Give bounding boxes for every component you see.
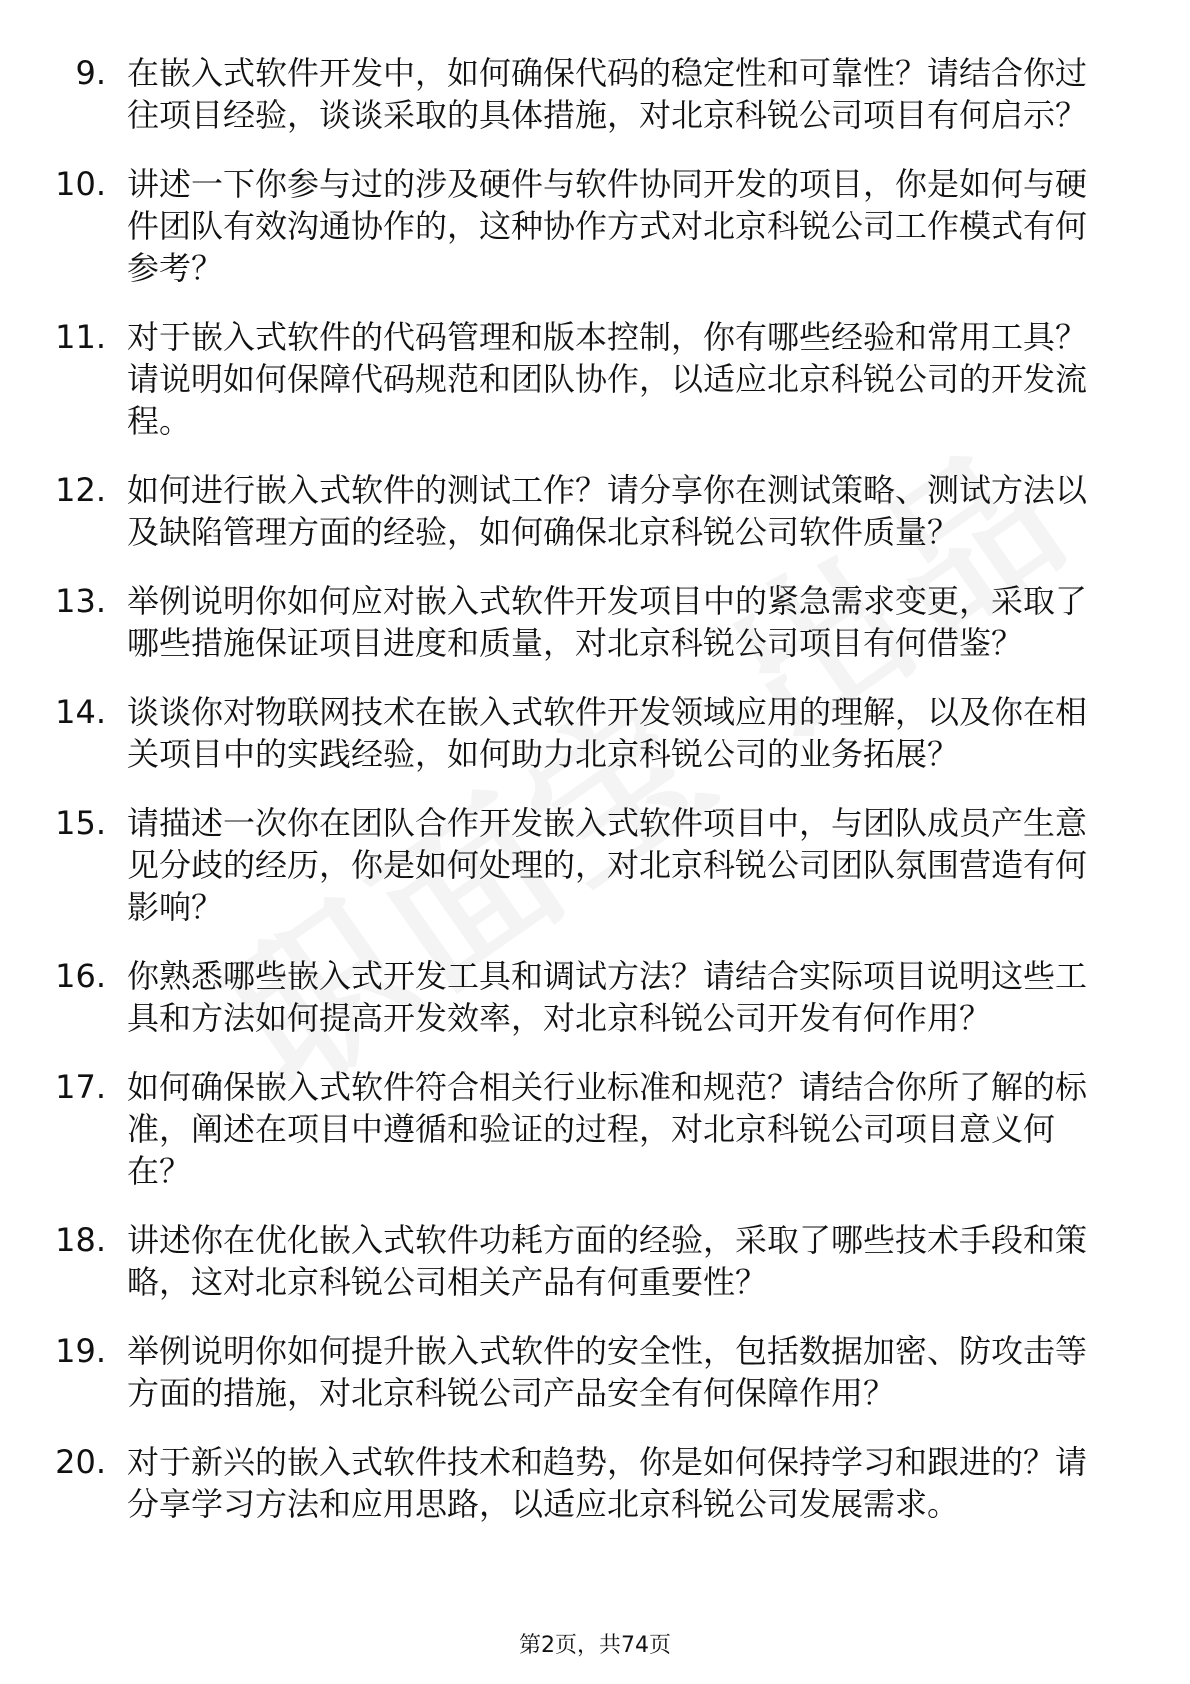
question-item bbox=[0, 316, 1190, 442]
question-text: 举例说明你如何应对嵌入式软件开发项目中的紧急需求变更，采取了哪些措施保证项目进度和质量，对北京科锐公司项目有何借鉴？ bbox=[127, 582, 1088, 662]
question-number: 16. bbox=[55, 957, 106, 995]
question-number: 14. bbox=[55, 693, 106, 731]
question-number: 12. bbox=[55, 471, 106, 509]
question-item bbox=[0, 802, 1190, 928]
question-number: 10. bbox=[55, 165, 106, 203]
question-text: 举例说明你如何提升嵌入式软件的安全性，包括数据加密、防攻击等方面的措施，对北京科锐公司产品安全有何保障作用？ bbox=[127, 1332, 1088, 1412]
question-text: 讲述一下你参与过的涉及硬件与软件协同开发的项目，你是如何与硬件团队有效沟通协作的，这种协作方式对北京科锐公司工作模式有何参考？ bbox=[127, 165, 1088, 287]
question-number: 15. bbox=[55, 804, 106, 842]
question-item bbox=[0, 52, 1190, 136]
question-text: 如何进行嵌入式软件的测试工作？请分享你在测试策略、测试方法以及缺陷管理方面的经验，如何确保北京科锐公司软件质量？ bbox=[127, 471, 1088, 551]
question-item bbox=[0, 691, 1190, 775]
question-number: 11. bbox=[55, 318, 106, 356]
question-item bbox=[0, 1066, 1190, 1192]
question-item bbox=[0, 1219, 1190, 1303]
question-text: 对于新兴的嵌入式软件技术和趋势，你是如何保持学习和跟进的？请分享学习方法和应用思路，以适应北京科锐公司发展需求。 bbox=[127, 1443, 1088, 1523]
question-number: 13. bbox=[55, 582, 106, 620]
question-item bbox=[0, 163, 1190, 289]
question-number: 17. bbox=[55, 1068, 106, 1106]
question-item bbox=[0, 1330, 1190, 1414]
question-text: 如何确保嵌入式软件符合相关行业标准和规范？请结合你所了解的标准，阐述在项目中遵循和验证的过程，对北京科锐公司项目意义何在？ bbox=[127, 1068, 1088, 1190]
question-number: 18. bbox=[55, 1221, 106, 1259]
question-number: 9. bbox=[75, 54, 106, 92]
question-item bbox=[0, 469, 1190, 553]
question-text: 对于嵌入式软件的代码管理和版本控制，你有哪些经验和常用工具？请说明如何保障代码规范和团队协作，以适应北京科锐公司的开发流程。 bbox=[127, 318, 1088, 440]
question-number: 19. bbox=[55, 1332, 106, 1370]
page-footer: 第2页，共74页 bbox=[519, 1633, 671, 1658]
question-text: 在嵌入式软件开发中，如何确保代码的稳定性和可靠性？请结合你过往项目经验，谈谈采取的具体措施，对北京科锐公司项目有何启示？ bbox=[127, 54, 1088, 134]
question-text: 你熟悉哪些嵌入式开发工具和调试方法？请结合实际项目说明这些工具和方法如何提高开发效率，对北京科锐公司开发有何作用？ bbox=[127, 957, 1088, 1037]
question-item bbox=[0, 1441, 1190, 1525]
question-item bbox=[0, 955, 1190, 1039]
question-text: 谈谈你对物联网技术在嵌入式软件开发领域应用的理解，以及你在相关项目中的实践经验，如何助力北京科锐公司的业务拓展？ bbox=[127, 693, 1088, 773]
question-list bbox=[0, 52, 1190, 1552]
question-item bbox=[0, 580, 1190, 664]
question-text: 请描述一次你在团队合作开发嵌入式软件项目中，与团队成员产生意见分歧的经历，你是如何处理的，对北京科锐公司团队氛围营造有何影响？ bbox=[127, 804, 1088, 926]
question-number: 20. bbox=[55, 1443, 106, 1481]
question-text: 讲述你在优化嵌入式软件功耗方面的经验，采取了哪些技术手段和策略，这对北京科锐公司相关产品有何重要性？ bbox=[127, 1221, 1088, 1301]
